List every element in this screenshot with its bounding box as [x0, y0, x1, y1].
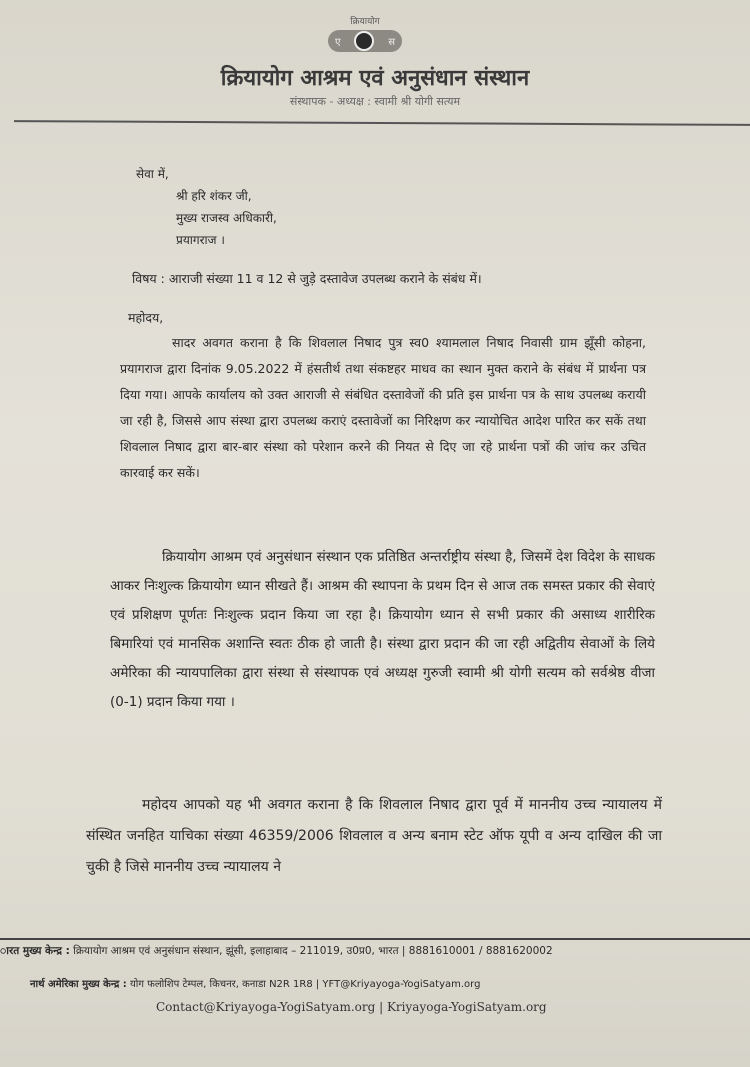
logo-caption: क्रियायोग [350, 17, 380, 27]
body-paragraph-1: सादर अवगत कराना है कि शिवलाल निषाद पुत्र स्व0 श्यामलाल निषाद निवासी ग्राम झूँसी कोहना, प्रयागराज द्वारा दिनांक 9.05.2022 में हंसतीर्थ तथा संकष्टहर माधव का स्थान मुक्त कराने के संबंध में प्रार्थना पत्र दिया गया। आपके कार्यालय को उक्त आराजी से संबंधित दस्तावेजों की प्रति इस प्रार्थना पत्र के साथ उपलब्ध करायी जा रही है, जिससे आप संस्था द्वारा उपलब्ध कराएं दस्तावेजों का निरिक्षण कर न्यायोचित आदेश पारित कर सकें तथा शिवलाल निषाद द्वारा बार-बार संस्था को परेशान करने की नियत से दिए जा रहे प्रार्थना पत्रों की जांच कर उचित कारवाई कर सकें। [120, 335, 646, 480]
footer-contact: Contact@Kriyayoga-YogiSatyam.org | Kriyayoga-YogiSatyam.org [156, 1000, 547, 1014]
founder-line: संस्थापक - अध्यक्ष : स्वामी श्री योगी सत्यम [289, 95, 461, 108]
letter-subject: विषय : आराजी संख्या 11 व 12 से जुड़े दस्तावेज उपलब्ध कराने के संबंध में। [132, 271, 482, 286]
logo-right-glyph: स [388, 37, 396, 48]
footer-india-text: क्रियायोग आश्रम एवं अनुसंधान संस्थान, झूंसी, इलाहाबाद – 211019, उ0प्र0, भारत | 8881610001 / 8881620002 [73, 945, 553, 957]
recipient-address [136, 163, 277, 251]
body-paragraph-2: क्रियायोग आश्रम एवं अनुसंधान संस्थान एक प्रतिष्ठित अन्तर्राष्ट्रीय संस्था है, जिसमें देश विदेश के साधक आकर निःशुल्क क्रियायोग ध्यान सीखते हैं। आश्रम की स्थापना के प्रथम दिन से आज तक समस्त प्रकार की सेवाएं एवं प्रशिक्षण पूर्णतः निःशुल्क प्रदान किया जा रहा है। क्रियायोग ध्यान से सभी प्रकार की असाध्य शारीरिक बिमारियां एवं मानसिक अशान्ति स्वतः ठीक हो जाती है। संस्था द्वारा प्रदान की जा रही अद्वितीय सेवाओं के लिये अमेरिका की न्यायपालिका द्वारा संस्था से संस्थापक एवं अध्यक्ष गुरुजी स्वामी श्री योगी सत्यम को सर्वश्रेष्ठ वीजा (0-1) प्रदान किया गया । [110, 549, 655, 710]
recipient-city: प्रयागराज । [176, 233, 225, 247]
address-to: सेवा में, [136, 167, 169, 181]
body-paragraph-3: महोदय आपको यह भी अवगत कराना है कि शिवलाल निषाद द्वारा पूर्व में माननीय उच्च न्यायालय में संस्थित जनहित याचिका संख्या 46359/2006 शिवलाल व अन्य बनाम स्टेट ऑफ यूपी व अन्य दाखिल की जा चुकी है जिसे माननीय उच्च न्यायालय ने [86, 797, 662, 875]
header-divider [14, 120, 750, 126]
salutation: महोदय, [128, 310, 164, 325]
organization-name: क्रियायोग आश्रम एवं अनुसंधान संस्थान [220, 65, 530, 91]
footer-divider [0, 938, 750, 940]
logo-band [328, 30, 402, 52]
recipient-designation: मुख्य राजस्व अधिकारी, [176, 211, 277, 225]
footer-north-america-office [30, 976, 480, 990]
footer-na-text: योग फलोशिप टेम्पल, किचनर, कनाडा N2R 1R8 | YFT@Kriyayoga-YogiSatyam.org [129, 979, 481, 990]
organization-logo [322, 14, 408, 62]
footer-india-office [0, 944, 553, 958]
recipient-name: श्री हरि शंकर जी, [176, 189, 252, 203]
footer-na-label: नार्थ अमेरिका मुख्य केन्द्र : [30, 979, 127, 990]
logo-emblem-icon [354, 31, 374, 51]
footer-india-label: ारत मुख्य केन्द्र : [0, 945, 70, 957]
logo-left-glyph: ए [334, 37, 341, 48]
